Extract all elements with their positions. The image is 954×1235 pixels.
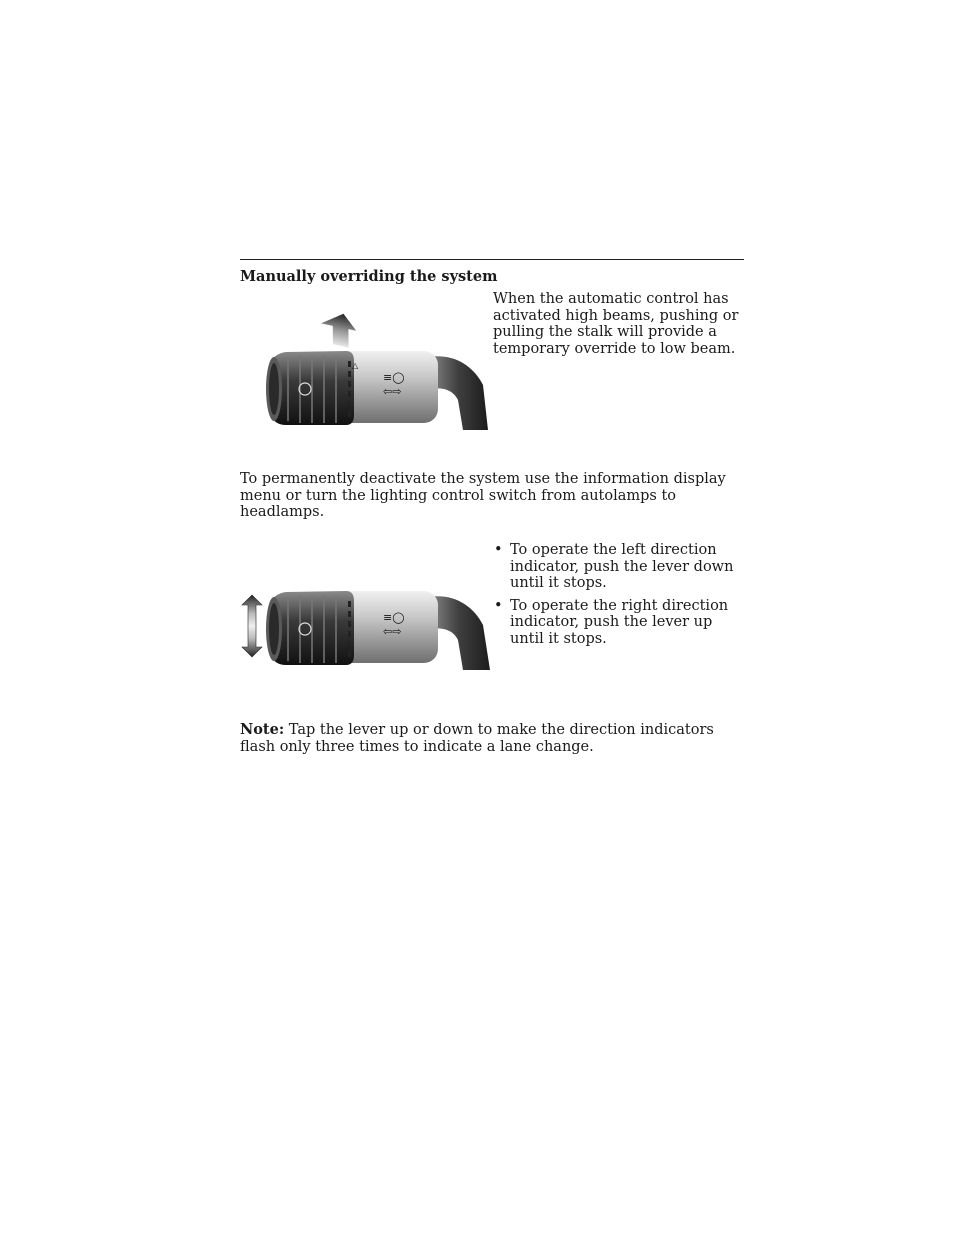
wiper-lighting-stalk-icon (266, 351, 488, 430)
svg-text:≡◯: ≡◯ (383, 371, 405, 384)
note-text: Tap the lever up or down to make the direction indicators flash only three times to indicate a lane change. (240, 722, 714, 755)
svg-text:⇦⇨: ⇦⇨ (383, 625, 402, 638)
list-item: • To operate the left direction indicator, push the lever down until it stops. (494, 542, 734, 591)
svg-text:◁: ◁ (351, 363, 360, 370)
note-label: Note: (240, 721, 285, 738)
section-divider (240, 259, 744, 260)
stalk-direction-figure (238, 585, 490, 675)
svg-text:≡◯: ≡◯ (383, 611, 405, 624)
deactivate-description: To permanently deactivate the system use the information display menu or turn the lighting control switch from autolamps to headlamps. (240, 471, 726, 520)
list-item: • To operate the right direction indicator, push the lever up until it stops. (494, 597, 729, 647)
wiper-lighting-stalk-icon (266, 591, 490, 670)
push-pull-arrow-icon (317, 310, 359, 349)
svg-text:⇦⇨: ⇦⇨ (383, 385, 402, 398)
note-paragraph (240, 722, 750, 755)
direction-indicator-list (493, 542, 748, 653)
override-description: When the automatic control has activated high beams, pushing or pulling the stalk will provide a temporary override to low beam. (493, 291, 739, 357)
bullet-text: To operate the left direction indicator, push the lever down until it stops. (510, 542, 734, 591)
section-heading: Manually overriding the system (240, 268, 498, 285)
up-down-arrow-icon (242, 595, 262, 657)
bullet-text: To operate the right direction indicator, push the lever up until it stops. (510, 597, 729, 647)
stalk-override-figure (258, 305, 490, 435)
